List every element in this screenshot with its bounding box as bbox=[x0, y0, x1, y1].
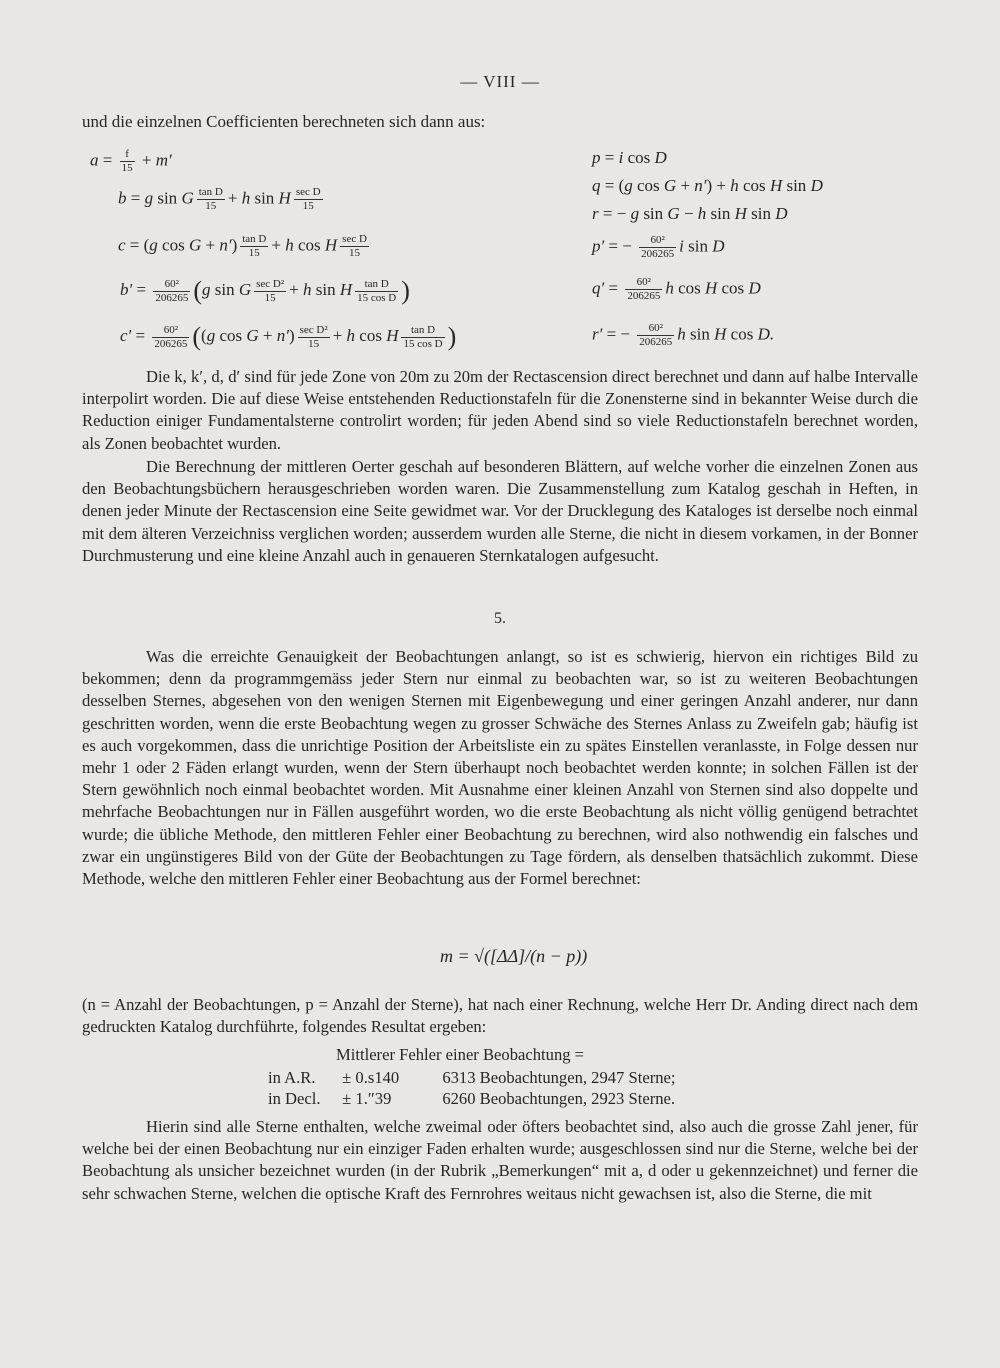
table-row bbox=[268, 1068, 676, 1088]
paragraph-1-block bbox=[82, 366, 918, 455]
formula-b: b = g sin G $\frac{\text{tan D}}{15}$ + h sin H $\frac{\text{sec D}}{15}$ bbox=[118, 186, 321, 212]
paragraph-1: Die k, k′, d, d′ sind für jede Zone von 20m zu 20m der Rectascension direct berechnet und dann auf halbe Intervalle interpolirt worden. Die auf diese Weise entstehenden Reductionstafeln für die Zonensterne sind in bekannter Weise durch die Reduction einiger Fundamentalsterne controlirt worden; für jeden Abend sind so viele Reductionstafeln berechnet worden, als Zonen beobachtet wurden. bbox=[82, 367, 918, 453]
formula-a: a = $\frac{f}{15}$ + m′ bbox=[90, 148, 172, 174]
formula-q: q = (g cos G + n′) + h cos H sin D bbox=[592, 176, 823, 195]
row-value: ± 1.″39 bbox=[342, 1089, 392, 1108]
page-number: — VIII — bbox=[460, 72, 540, 91]
formula-c: c = (g cos G + n′) $\frac{\text{tan D}}{15}$ + h cos H $\frac{\text{sec D}}{15}$ bbox=[118, 233, 367, 259]
formula-c-prime: c′ = $\frac{\text{60²}}{206265}$ ((g cos G + n′) $\frac{\text{sec D²}}{15}$ + h cos H $\frac{\text{tan D}}{\text{15 cos D}}$ ) bbox=[120, 322, 457, 351]
formula-r-prime: r′ = − $\frac{\text{60²}}{206265}$ h sin H cos D. bbox=[592, 322, 775, 348]
row-label: in Decl. bbox=[268, 1089, 321, 1108]
formula-r: r = − g sin G − h sin H sin D bbox=[592, 204, 788, 223]
table-heading: Mittlerer Fehler einer Beobachtung = bbox=[336, 1045, 585, 1064]
formula-q-prime: q′ = $\frac{\text{60²}}{206265}$ h cos H cos D bbox=[592, 276, 761, 302]
row-value: ± 0.s140 bbox=[342, 1068, 400, 1087]
formula-m bbox=[440, 946, 587, 967]
paragraph-2: Die Berechnung der mittleren Oerter geschah auf besonderen Blättern, auf welche vorher die einzelnen Zonen aus den Beobachtungsbüchern herausgeschrieben worden waren. Die Zusammenstellung zum Katalog geschah in Heften, in denen jeder Minute der Rectascension eine Seite gewidmet war. Vor der Drucklegung des Kataloges ist derselbe noch einmal mit dem älteren Verzeichniss verglichen worden; ausserdem wurden alle Sterne, die nicht in diesem vorkamen, in der Bonner Durchmusterung und eine kleine Anzahl auch in genaueren Sternkatalogen aufgesucht. bbox=[82, 457, 918, 565]
intro-line: und die einzelnen Coefficienten berechneten sich dann aus: bbox=[82, 112, 486, 131]
formula-p: p = i cos D bbox=[592, 148, 667, 167]
table-row bbox=[268, 1089, 675, 1109]
section-number: 5. bbox=[494, 610, 506, 627]
paragraph-3-block bbox=[82, 646, 918, 890]
paragraph-3: Was die erreichte Genauigkeit der Beobachtungen anlangt, so ist es schwierig, hiervon ein richtiges Bild zu bekommen; denn da programmgemäss jeder Stern nur einmal zu beobachten war, so ist zu weiteren Beobachtungen desselben Sternes, abgesehen von den wenigen Sternen mit Eigenbewegung und einer geringen Anzahl anderer, nur dann geschritten worden, wenn die erste Beobachtung wegen zu grosser Schwäche des Sternes Anlass zu Zweifeln gab; häufig ist es auch vorgekommen, dass die unrichtige Position der Arbeitsliste ein zu spätes Einstellen veranlasste, in Folge dessen nur mehr 1 oder 2 Fäden erlangt wurden, wenn der Stern überhaupt noch beobachtet werden konnte; in solchen Fällen ist der Stern gewöhnlich noch einmal beobachtet worden. Mit Ausnahme einer kleinen Anzahl von Sternen sind also doppelte und mehrfache Beobachtungen nur in Fällen ausgeführt worden, wo die erste Beobachtung als nicht völlig genügend betrachtet wurde; die übliche Methode, den mittleren Fehler einer Beobachtung zu berechnen, wird also nothwendig ein falsches und zwar ein ungünstigeres Bild von der Güte der Beobachtungen zu Tage fördern, als denselben thatsächlich zukommt. Diese Methode, welche den mittleren Fehler einer Beobachtung aus der Formel berechnet: bbox=[82, 647, 918, 889]
row-label: in A.R. bbox=[268, 1068, 316, 1087]
paragraph-4: (n = Anzahl der Beobachtungen, p = Anzahl der Sterne), hat nach einer Rechnung, welche Herr Dr. Anding direct nach dem gedruckten Katalog durchführte, folgendes Resultat ergeben: bbox=[82, 995, 918, 1037]
formula-p-prime: p′ = − $\frac{\text{60²}}{206265}$ i sin D bbox=[592, 234, 725, 260]
paragraph-2-block bbox=[82, 456, 918, 567]
row-count: 6313 Beobachtungen, 2947 Sterne; bbox=[442, 1068, 676, 1087]
paragraph-4-block bbox=[82, 994, 918, 1038]
paragraph-5: Hierin sind alle Sterne enthalten, welche zweimal oder öfters beobachtet sind, also auch die grosse Zahl jener, für welche bei der einen Beobachtung nur ein einziger Faden erhalten wurde; ausgeschlossen sind nur die Sterne, welche bei der Beobachtung als unsicher bezeichnet wurden (in der Rubrik „Bemerkungen“ mit a, d oder u gekennzeichnet) und ferner die sehr schwachen Sterne, welchen die optische Kraft des Fernrohres weitaus nicht gewachsen ist, also die Sterne, die mit bbox=[82, 1117, 918, 1203]
formula-m-text: m = √([ΔΔ]/(n − p)) bbox=[440, 946, 588, 966]
paragraph-5-block bbox=[82, 1116, 918, 1205]
formula-b-prime: b′ = $\frac{\text{60²}}{206265}$ (g sin G $\frac{\text{sec D²}}{15}$ + h sin H $\frac{\text{tan D}}{\text{15 cos D}}$ ) bbox=[120, 276, 410, 305]
row-count: 6260 Beobachtungen, 2923 Sterne. bbox=[442, 1089, 676, 1108]
